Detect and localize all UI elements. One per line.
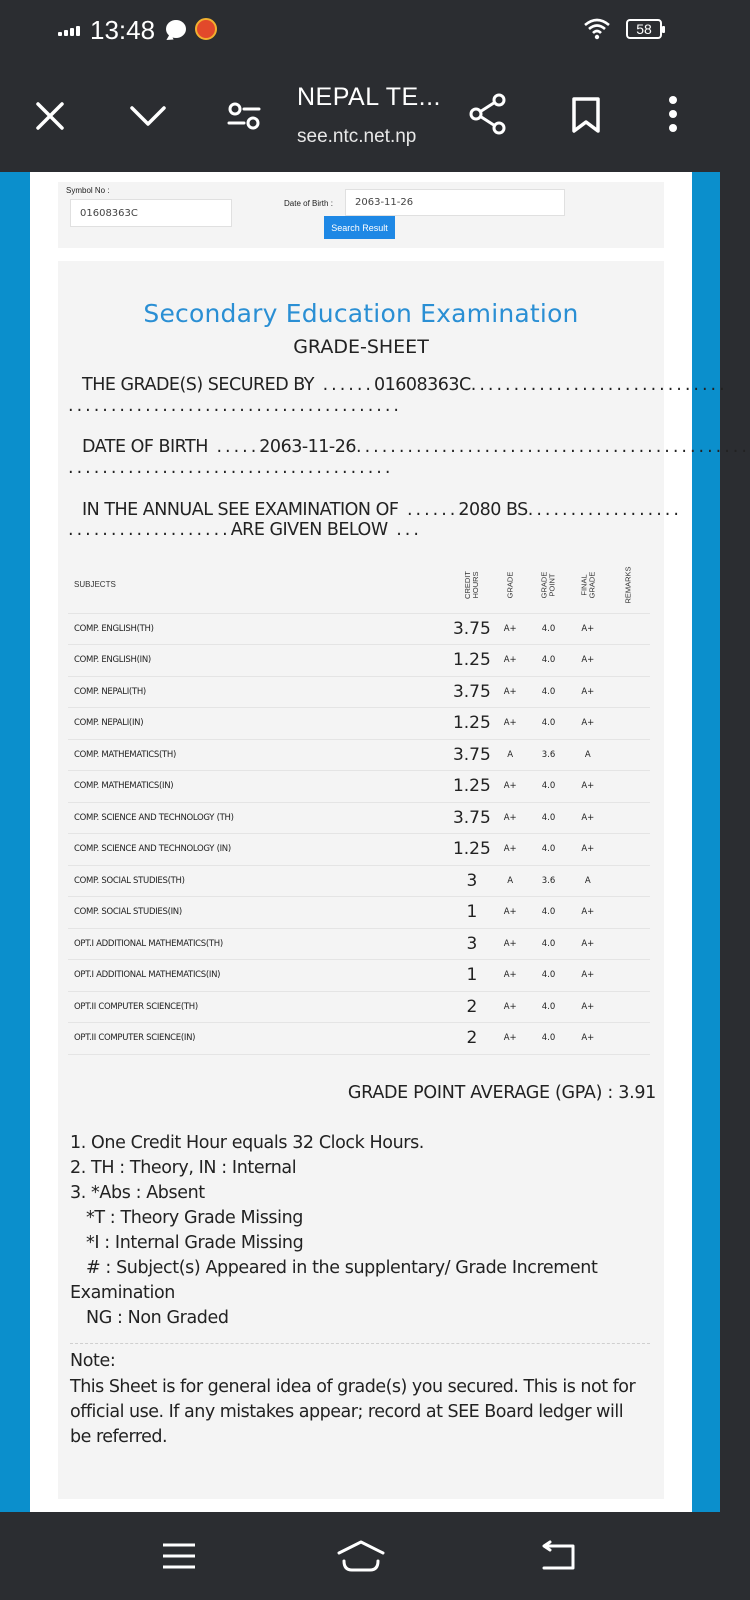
remarks-cell [606, 739, 650, 771]
note-item: Examination [70, 1283, 175, 1303]
note-item: # : Subject(s) Appeared in the supplentary/ Grade Increment [86, 1258, 598, 1278]
dob-input[interactable]: 2063-11-26 [345, 189, 565, 216]
status-time: 13:48 [90, 15, 156, 45]
remarks-cell [606, 834, 650, 866]
credit-hours-cell: 3.75 [451, 739, 492, 771]
table-row [68, 865, 650, 897]
final-grade-cell: A+ [569, 708, 606, 740]
page-url[interactable]: see.ntc.net.np [297, 126, 417, 147]
web-content [0, 172, 750, 1512]
subject-cell: COMP. ENGLISH(IN) [68, 645, 451, 677]
grade-point-cell: 4.0 [528, 645, 569, 677]
wifi-icon [583, 18, 611, 45]
table-row [68, 1023, 650, 1055]
exam-of-label: IN THE ANNUAL SEE EXAMINATION OF [82, 500, 399, 520]
credit-hours-cell: 1.25 [451, 834, 492, 866]
subject-cell: OPT.I ADDITIONAL MATHEMATICS(IN) [68, 960, 451, 992]
remarks-cell [606, 1023, 650, 1055]
final-grade-cell: A [569, 865, 606, 897]
table-header-row [68, 557, 650, 613]
exam-year-value: 2080 BS [458, 500, 528, 520]
table-row [68, 645, 650, 677]
status-bar [0, 0, 720, 58]
grade-cell: A+ [493, 928, 528, 960]
header-subjects: SUBJECTS [68, 557, 451, 613]
credit-hours-cell: 1.25 [451, 708, 492, 740]
header-remarks: REMARKS [606, 557, 650, 613]
final-grade-cell: A+ [569, 802, 606, 834]
credit-hours-cell: 3.75 [451, 676, 492, 708]
home-icon[interactable] [334, 1536, 388, 1576]
dob-label: Date of Birth : [284, 199, 333, 208]
subject-cell: COMP. SOCIAL STUDIES(TH) [68, 865, 451, 897]
grade-cell: A+ [493, 771, 528, 803]
dotted-filler: ....................................... [68, 396, 402, 416]
header-grade-point: GRADE POINT [528, 557, 569, 613]
subject-cell: COMP. SCIENCE AND TECHNOLOGY (IN) [68, 834, 451, 866]
final-grade-cell: A+ [569, 928, 606, 960]
app-notification-icon [195, 18, 217, 40]
table-row [68, 991, 650, 1023]
note-item: 3. *Abs : Absent [70, 1183, 205, 1203]
subject-cell: COMP. MATHEMATICS(TH) [68, 739, 451, 771]
secured-by-line: THE GRADE(S) SECURED BY ......01608363C.............................. [82, 375, 728, 395]
dob-sheet-label: DATE OF BIRTH [82, 437, 208, 457]
grade-sheet [58, 261, 750, 1499]
table-row [68, 928, 650, 960]
grade-cell: A [493, 865, 528, 897]
credit-hours-cell: 2 [451, 1023, 492, 1055]
signal-icon [58, 26, 80, 36]
exam-title: Secondary Education Examination [143, 299, 579, 328]
note-title: Note: [70, 1351, 116, 1371]
subject-cell: OPT.II COMPUTER SCIENCE(TH) [68, 991, 451, 1023]
table-row [68, 834, 650, 866]
close-icon[interactable] [30, 96, 70, 136]
subject-cell: COMP. NEPALI(IN) [68, 708, 451, 740]
grade-cell: A+ [493, 834, 528, 866]
subject-cell: COMP. NEPALI(TH) [68, 676, 451, 708]
grade-point-cell: 4.0 [528, 802, 569, 834]
grade-cell: A+ [493, 1023, 528, 1055]
final-grade-cell: A+ [569, 834, 606, 866]
chevron-down-icon[interactable] [126, 98, 170, 134]
final-grade-cell: A [569, 739, 606, 771]
note-item: 1. One Credit Hour equals 32 Clock Hours. [70, 1133, 424, 1153]
credit-hours-cell: 3 [451, 865, 492, 897]
system-nav-bar [0, 1512, 720, 1600]
grade-point-cell: 4.0 [528, 708, 569, 740]
grade-cell: A+ [493, 991, 528, 1023]
remarks-cell [606, 708, 650, 740]
credit-hours-cell: 3.75 [451, 802, 492, 834]
remarks-cell [606, 991, 650, 1023]
subject-cell: COMP. SCIENCE AND TECHNOLOGY (TH) [68, 802, 451, 834]
header-final-grade: FINAL GRADE [569, 557, 606, 613]
grade-point-cell: 4.0 [528, 960, 569, 992]
grade-cell: A+ [493, 897, 528, 929]
grade-cell: A+ [493, 708, 528, 740]
table-row [68, 897, 650, 929]
table-row [68, 960, 650, 992]
credit-hours-cell: 1.25 [451, 645, 492, 677]
given-below-text: ARE GIVEN BELOW [230, 520, 388, 540]
table-row [68, 802, 650, 834]
final-grade-cell: A+ [569, 771, 606, 803]
symbol-no-value: 01608363C [373, 375, 471, 395]
remarks-cell [606, 645, 650, 677]
page-title: NEPAL TE... [297, 83, 441, 111]
back-icon[interactable] [536, 1536, 578, 1576]
remarks-cell [606, 928, 650, 960]
note-divider [70, 1343, 650, 1344]
grade-point-cell: 4.0 [528, 613, 569, 645]
grade-cell: A+ [493, 613, 528, 645]
chat-notification-icon [166, 20, 186, 38]
grade-cell: A+ [493, 960, 528, 992]
remarks-cell [606, 865, 650, 897]
remarks-cell [606, 960, 650, 992]
page-settings-icon[interactable] [224, 96, 264, 136]
header-grade: GRADE [493, 557, 528, 613]
grade-point-cell: 4.0 [528, 676, 569, 708]
grade-cell: A+ [493, 676, 528, 708]
final-grade-cell: A+ [569, 960, 606, 992]
note-item: *I : Internal Grade Missing [86, 1233, 304, 1253]
grade-point-cell: 3.6 [528, 865, 569, 897]
bookmark-icon[interactable] [566, 94, 606, 136]
dotted-filler: ...................................... [68, 458, 394, 478]
table-row [68, 708, 650, 740]
note-item: NG : Non Graded [86, 1308, 229, 1328]
subject-cell: COMP. SOCIAL STUDIES(IN) [68, 897, 451, 929]
final-grade-cell: A+ [569, 1023, 606, 1055]
exam-of-line: IN THE ANNUAL SEE EXAMINATION OF ......2080 BS.................. [82, 500, 682, 520]
grade-point-cell: 4.0 [528, 834, 569, 866]
table-row [68, 613, 650, 645]
final-grade-cell: A+ [569, 613, 606, 645]
dob-sheet-value: 2063-11-26 [259, 437, 356, 457]
credit-hours-cell: 2 [451, 991, 492, 1023]
credit-hours-cell: 1 [451, 960, 492, 992]
secured-by-label: THE GRADE(S) SECURED BY [82, 375, 314, 395]
grade-cell: A+ [493, 802, 528, 834]
credit-hours-cell: 1.25 [451, 771, 492, 803]
credit-hours-cell: 3.75 [451, 613, 492, 645]
grade-cell: A+ [493, 645, 528, 677]
remarks-cell [606, 897, 650, 929]
final-grade-cell: A+ [569, 676, 606, 708]
battery-indicator: 58 [626, 19, 662, 39]
header-credit-hours: CREDIT HOURS [451, 557, 492, 613]
subject-cell: COMP. MATHEMATICS(IN) [68, 771, 451, 803]
grade-cell: A [493, 739, 528, 771]
given-below-line: ...................ARE GIVEN BELOW ... [68, 520, 422, 540]
note-item: *T : Theory Grade Missing [86, 1208, 304, 1228]
remarks-cell [606, 771, 650, 803]
gpa-text: GRADE POINT AVERAGE (GPA) : 3.91 [347, 1083, 656, 1103]
table-row [68, 676, 650, 708]
symbol-input[interactable]: 01608363C [70, 199, 232, 227]
credit-hours-cell: 1 [451, 897, 492, 929]
grade-point-cell: 4.0 [528, 771, 569, 803]
menu-icon[interactable] [158, 1536, 200, 1576]
notes-list [70, 1131, 655, 1331]
grade-point-cell: 4.0 [528, 1023, 569, 1055]
grade-point-cell: 4.0 [528, 991, 569, 1023]
note-text: This Sheet is for general idea of grade(s) you secured. This is not for official use. If any mistakes appear; record at SEE Board ledger will be referred. [70, 1377, 636, 1447]
table-row [68, 771, 650, 803]
browser-toolbar [0, 58, 720, 172]
final-grade-cell: A+ [569, 897, 606, 929]
search-form [58, 182, 664, 248]
remarks-cell [606, 802, 650, 834]
subject-cell: COMP. ENGLISH(TH) [68, 613, 451, 645]
table-row [68, 739, 650, 771]
share-icon[interactable] [466, 92, 510, 136]
remarks-cell [606, 676, 650, 708]
grade-point-cell: 4.0 [528, 928, 569, 960]
subject-cell: OPT.I ADDITIONAL MATHEMATICS(TH) [68, 928, 451, 960]
search-result-button[interactable]: Search Result [324, 216, 395, 239]
note-item: 2. TH : Theory, IN : Internal [70, 1158, 297, 1178]
symbol-label: Symbol No : [66, 186, 110, 195]
final-grade-cell: A+ [569, 645, 606, 677]
page-container [30, 172, 750, 1512]
dob-line: DATE OF BIRTH .....2063-11-26.............................................. [82, 437, 750, 457]
grades-table [68, 557, 650, 1055]
more-vert-icon[interactable] [656, 92, 690, 136]
credit-hours-cell: 3 [451, 928, 492, 960]
subject-cell: OPT.II COMPUTER SCIENCE(IN) [68, 1023, 451, 1055]
gradesheet-title: GRADE-SHEET [293, 336, 429, 358]
grade-point-cell: 4.0 [528, 897, 569, 929]
remarks-cell [606, 613, 650, 645]
grade-point-cell: 3.6 [528, 739, 569, 771]
final-grade-cell: A+ [569, 991, 606, 1023]
